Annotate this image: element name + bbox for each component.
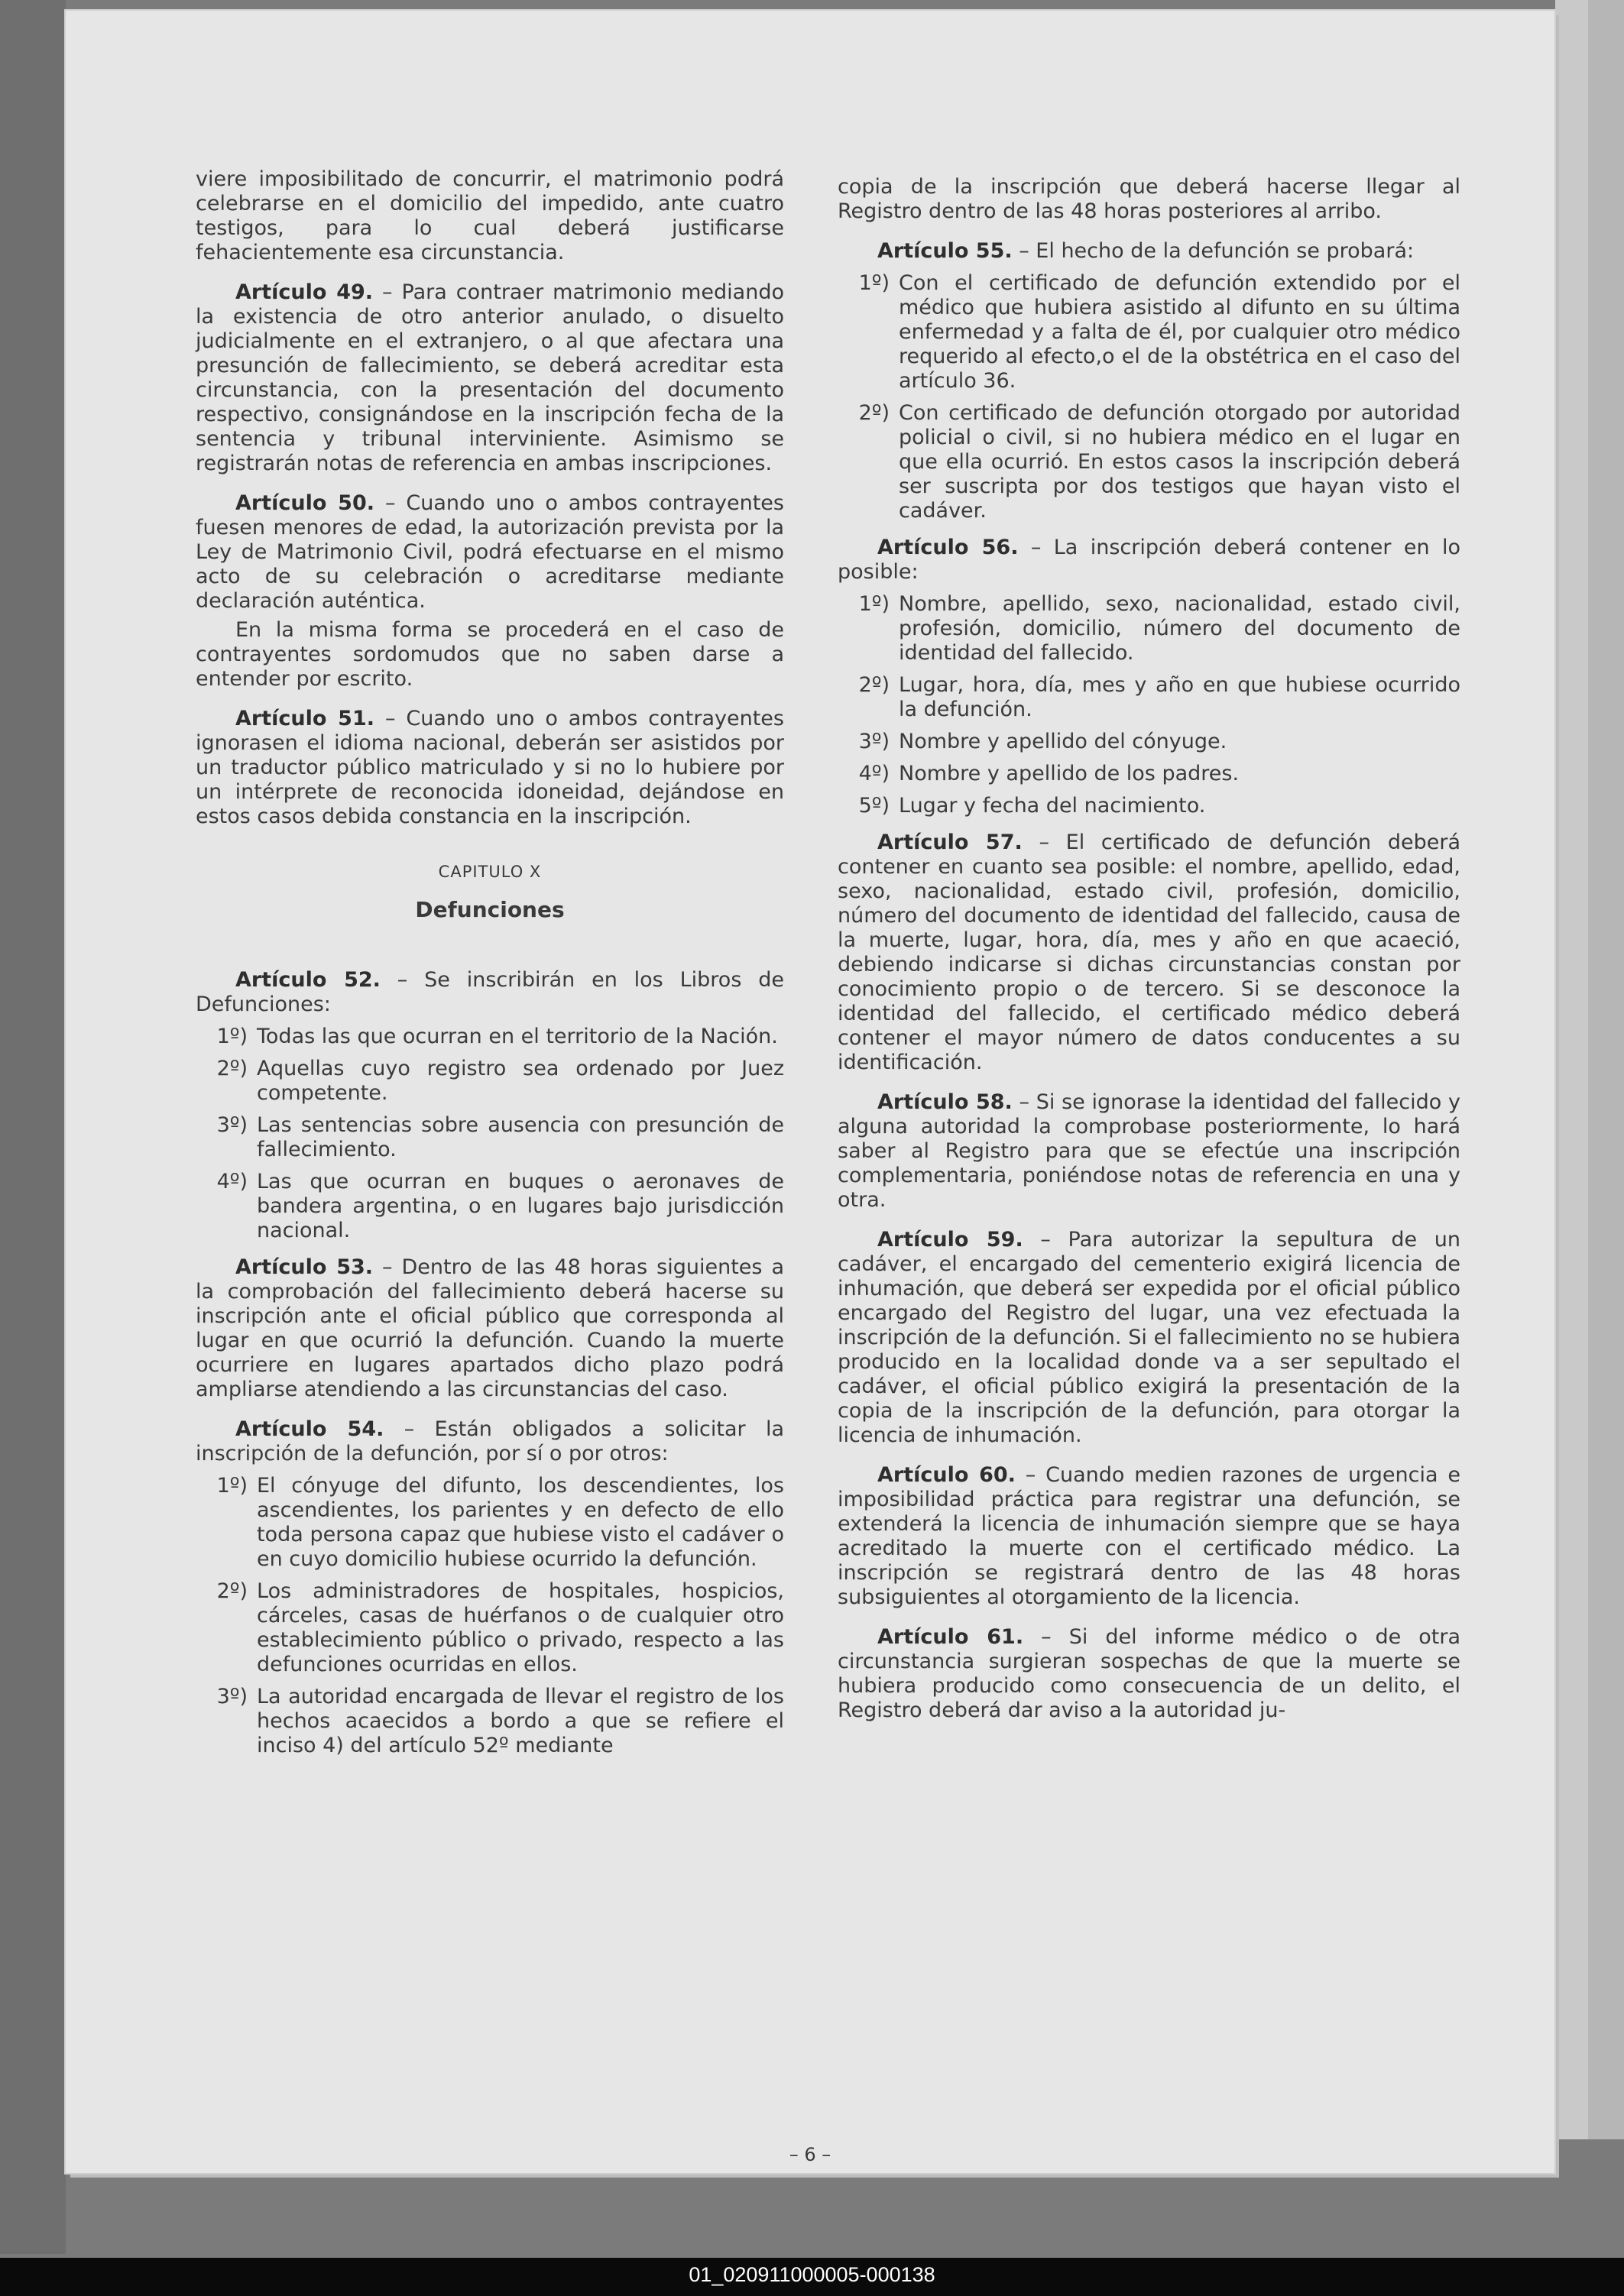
list-item	[838, 592, 1460, 665]
article-54-list	[196, 1474, 784, 1758]
article-body: – Si del informe médico o de otra circunstancia surgieran sospechas de que la muerte se hubiera producido como consecuencia de un delito, el Registro deberá dar aviso a la autoridad ju-	[838, 1625, 1460, 1722]
article-49	[196, 280, 784, 476]
image-caption: 01_020911000005-000138	[689, 2263, 935, 2286]
list-item	[838, 271, 1460, 393]
list-item	[196, 1170, 784, 1243]
article-60	[838, 1463, 1460, 1610]
article-55-list	[838, 271, 1460, 523]
list-item-number: 1º)	[216, 1025, 248, 1048]
list-item	[838, 673, 1460, 722]
article-59	[838, 1228, 1460, 1448]
article-heading: Artículo 49.	[235, 280, 374, 304]
list-item-text: Nombre y apellido del cónyuge.	[899, 730, 1227, 753]
background-left	[0, 0, 66, 2254]
list-item-number: 3º)	[216, 1113, 248, 1137]
document-page	[66, 11, 1554, 2173]
article-heading: Artículo 57.	[877, 831, 1023, 854]
article-heading: Artículo 51.	[235, 707, 374, 730]
list-item	[196, 1025, 784, 1049]
list-item-text: Lugar y fecha del nacimiento.	[899, 794, 1206, 818]
article-56	[838, 536, 1460, 585]
article-heading: Artículo 60.	[877, 1463, 1016, 1487]
chapter-title: Defunciones	[415, 897, 565, 922]
paragraph-continuation: copia de la inscripción que deberá hacerse llegar al Registro dentro de las 48 horas posteriores al arribo.	[838, 175, 1460, 223]
list-item-number: 2º)	[216, 1579, 248, 1603]
list-item-number: 3º)	[858, 730, 890, 753]
paragraph-continuation: viere imposibilitado de concurrir, el matrimonio podrá celebrarse en el domicilio del impedido, ante cuatro testigos, para lo cual deberá justificarse fehacientemente esa circunstancia.	[196, 167, 784, 264]
list-item	[838, 401, 1460, 523]
left-column	[196, 167, 784, 1770]
article-body: – El certificado de defunción deberá contener en cuanto sea posible: el nombre, apellido, edad, sexo, nacionalidad, estado civil, profesión, domicilio, número del documento de identidad del fallecido, causa de la muerte, lugar, hora, día, mes y año en que acaeció, debiendo indicarse si dichas circunstancias constan por conocimiento propio o de tercero. Si se desconoce la identidad del fallecido, el certificado médico deberá contener el mayor número de datos conducentes a su identificación.	[838, 831, 1461, 1074]
article-51	[196, 707, 784, 829]
list-item-text: Nombre, apellido, sexo, nacionalidad, estado civil, profesión, domicilio, número del documento de identidad del fallecido.	[899, 592, 1460, 665]
article-heading: Artículo 54.	[235, 1417, 384, 1441]
article-heading: Artículo 50.	[235, 491, 374, 515]
chapter-label: CAPITULO X	[438, 863, 542, 881]
article-body: – El hecho de la defunción se probará:	[1012, 239, 1415, 263]
article-body: – Cuando medien razones de urgencia e imposibilidad práctica para registrar una defunción, se extenderá la licencia de inhumación siempre que se haya acreditado la muerte con el certificado médico. La inscripción se registrará dentro de las 48 horas subsiguientes al otorgamiento de la licencia.	[838, 1463, 1460, 1609]
article-heading: Artículo 59.	[877, 1228, 1023, 1252]
list-item	[196, 1474, 784, 1572]
list-item	[196, 1579, 784, 1677]
list-item-number: 1º)	[858, 592, 890, 616]
list-item-text: Las que ocurran en buques o aeronaves de bandera argentina, o en lugares bajo jurisdicción nacional.	[257, 1170, 784, 1242]
page-stack-edge-outer	[1588, 0, 1624, 2139]
list-item-number: 2º)	[858, 401, 890, 425]
list-item	[838, 730, 1460, 754]
article-52	[196, 968, 784, 1017]
list-item-number: 4º)	[858, 762, 890, 785]
article-heading: Artículo 52.	[235, 968, 381, 992]
list-item	[196, 1057, 784, 1106]
article-body: – Dentro de las 48 horas siguientes a la comprobación del fallecimiento deberá hacerse su inscripción ante el oficial público que corresponda al lugar en que ocurrió la defunción. Cuando la muerte ocurriere en lugares apartados dicho plazo podrá ampliarse atendiendo a las circunstancias del caso.	[196, 1255, 784, 1401]
article-54	[196, 1417, 784, 1466]
article-body: – La inscripción deberá contener en lo posible:	[838, 536, 1460, 584]
list-item-number: 5º)	[858, 794, 890, 818]
article-56-list	[838, 592, 1460, 818]
list-item-text: Con certificado de defunción otorgado por autoridad policial o civil, si no hubiera médico en el lugar en que ella ocurrió. En estos casos la inscripción deberá ser suscripta por dos testigos que hayan visto el cadáver.	[899, 401, 1460, 523]
right-column	[838, 175, 1460, 1738]
list-item-text: Lugar, hora, día, mes y año en que hubiese ocurrido la defunción.	[899, 673, 1460, 721]
article-body: – Cuando uno o ambos contrayentes fuesen menores de edad, la autorización prevista por la Ley de Matrimonio Civil, podrá efectuarse en el mismo acto de su celebración o acreditarse mediante declaración auténtica.	[196, 491, 784, 613]
article-50-paragraph-2: En la misma forma se procederá en el caso de contrayentes sordomudos que no saben darse a entender por escrito.	[196, 618, 784, 691]
article-body: – Para contraer matrimonio mediando la existencia de otro anterior anulado, o disuelto judicialmente en el extranjero, o al que afectara una presunción de fallecimiento, se deberá acreditar esta circunstancia, con la presentación del documento respectivo, consignándose en la inscripción fecha de la sentencia y tribunal interviniente. Asimismo se registrarán notas de referencia en ambas inscripciones.	[196, 280, 785, 475]
list-item-text: Todas las que ocurran en el territorio de la Nación.	[257, 1025, 778, 1048]
list-item	[838, 794, 1460, 818]
list-item-number: 2º)	[858, 673, 890, 697]
page-number: – 6 –	[789, 2144, 831, 2165]
list-item-text: La autoridad encargada de llevar el registro de los hechos acaecidos a bordo a que se refiere el inciso 4) del artículo 52º mediante	[257, 1685, 784, 1757]
article-heading: Artículo 53.	[235, 1255, 374, 1279]
list-item	[838, 762, 1460, 786]
article-body: – Están obligados a solicitar la inscripción de la defunción, por sí o por otros:	[196, 1417, 784, 1465]
article-body: – Si se ignorase la identidad del fallecido y alguna autoridad la comprobase posteriormente, lo hará saber al Registro para que se efectúe una inscripción complementaria, poniéndose notas de referencia en una y otra.	[838, 1090, 1460, 1212]
article-50	[196, 491, 784, 614]
article-heading: Artículo 61.	[877, 1625, 1024, 1649]
list-item-number: 1º)	[858, 271, 890, 295]
article-body: – Cuando uno o ambos contrayentes ignorasen el idioma nacional, deberán ser asistidos por un traductor público matriculado y si no lo hubiere por un intérprete de reconocida idoneidad, dejándose en estos casos debida constancia en la inscripción.	[196, 707, 784, 828]
article-heading: Artículo 55.	[877, 239, 1013, 263]
article-53	[196, 1255, 784, 1402]
list-item-number: 3º)	[216, 1685, 248, 1708]
list-item-text: Aquellas cuyo registro sea ordenado por Juez competente.	[257, 1057, 784, 1105]
list-item-text: Con el certificado de defunción extendido por el médico que hubiera asistido al difunto en su última enfermedad y a falta de él, por cualquier otro médico requerido al efecto,o el de la obstétrica en el caso del artículo 36.	[899, 271, 1460, 393]
article-58	[838, 1090, 1460, 1213]
article-61	[838, 1625, 1460, 1723]
article-52-list	[196, 1025, 784, 1243]
list-item	[196, 1113, 784, 1162]
list-item	[196, 1685, 784, 1758]
list-item-text: El cónyuge del difunto, los descendientes, los ascendientes, los parientes y en defecto de ello toda persona capaz que hubiese visto el cadáver o en cuyo domicilio hubiese ocurrido la defunción.	[257, 1474, 784, 1571]
list-item-number: 1º)	[216, 1474, 248, 1498]
article-57	[838, 831, 1460, 1075]
article-heading: Artículo 58.	[877, 1090, 1013, 1114]
list-item-number: 2º)	[216, 1057, 248, 1080]
list-item-text: Los administradores de hospitales, hospicios, cárceles, casas de huérfanos o de cualquier otro establecimiento público o privado, respecto a las defunciones ocurridas en ellos.	[257, 1579, 784, 1676]
list-item-number: 4º)	[216, 1170, 248, 1193]
article-body: – Para autorizar la sepultura de un cadáver, el encargado del cementerio exigirá licencia de inhumación, que deberá ser expedida por el oficial público encargado del Registro del lugar, una vez efectuada la inscripción de la defunción. Si el fallecimiento no se hubiera producido en la localidad donde va a ser sepultado el cadáver, el oficial público exigirá la presentación de la copia de la inscripción de la defunción, para otorgar la licencia de inhumación.	[838, 1228, 1460, 1447]
list-item-text: Las sentencias sobre ausencia con presunción de fallecimiento.	[257, 1113, 784, 1161]
article-heading: Artículo 56.	[877, 536, 1019, 559]
article-55	[838, 239, 1460, 264]
article-body: – Se inscribirán en los Libros de Defunciones:	[196, 968, 784, 1016]
list-item-text: Nombre y apellido de los padres.	[899, 762, 1240, 785]
